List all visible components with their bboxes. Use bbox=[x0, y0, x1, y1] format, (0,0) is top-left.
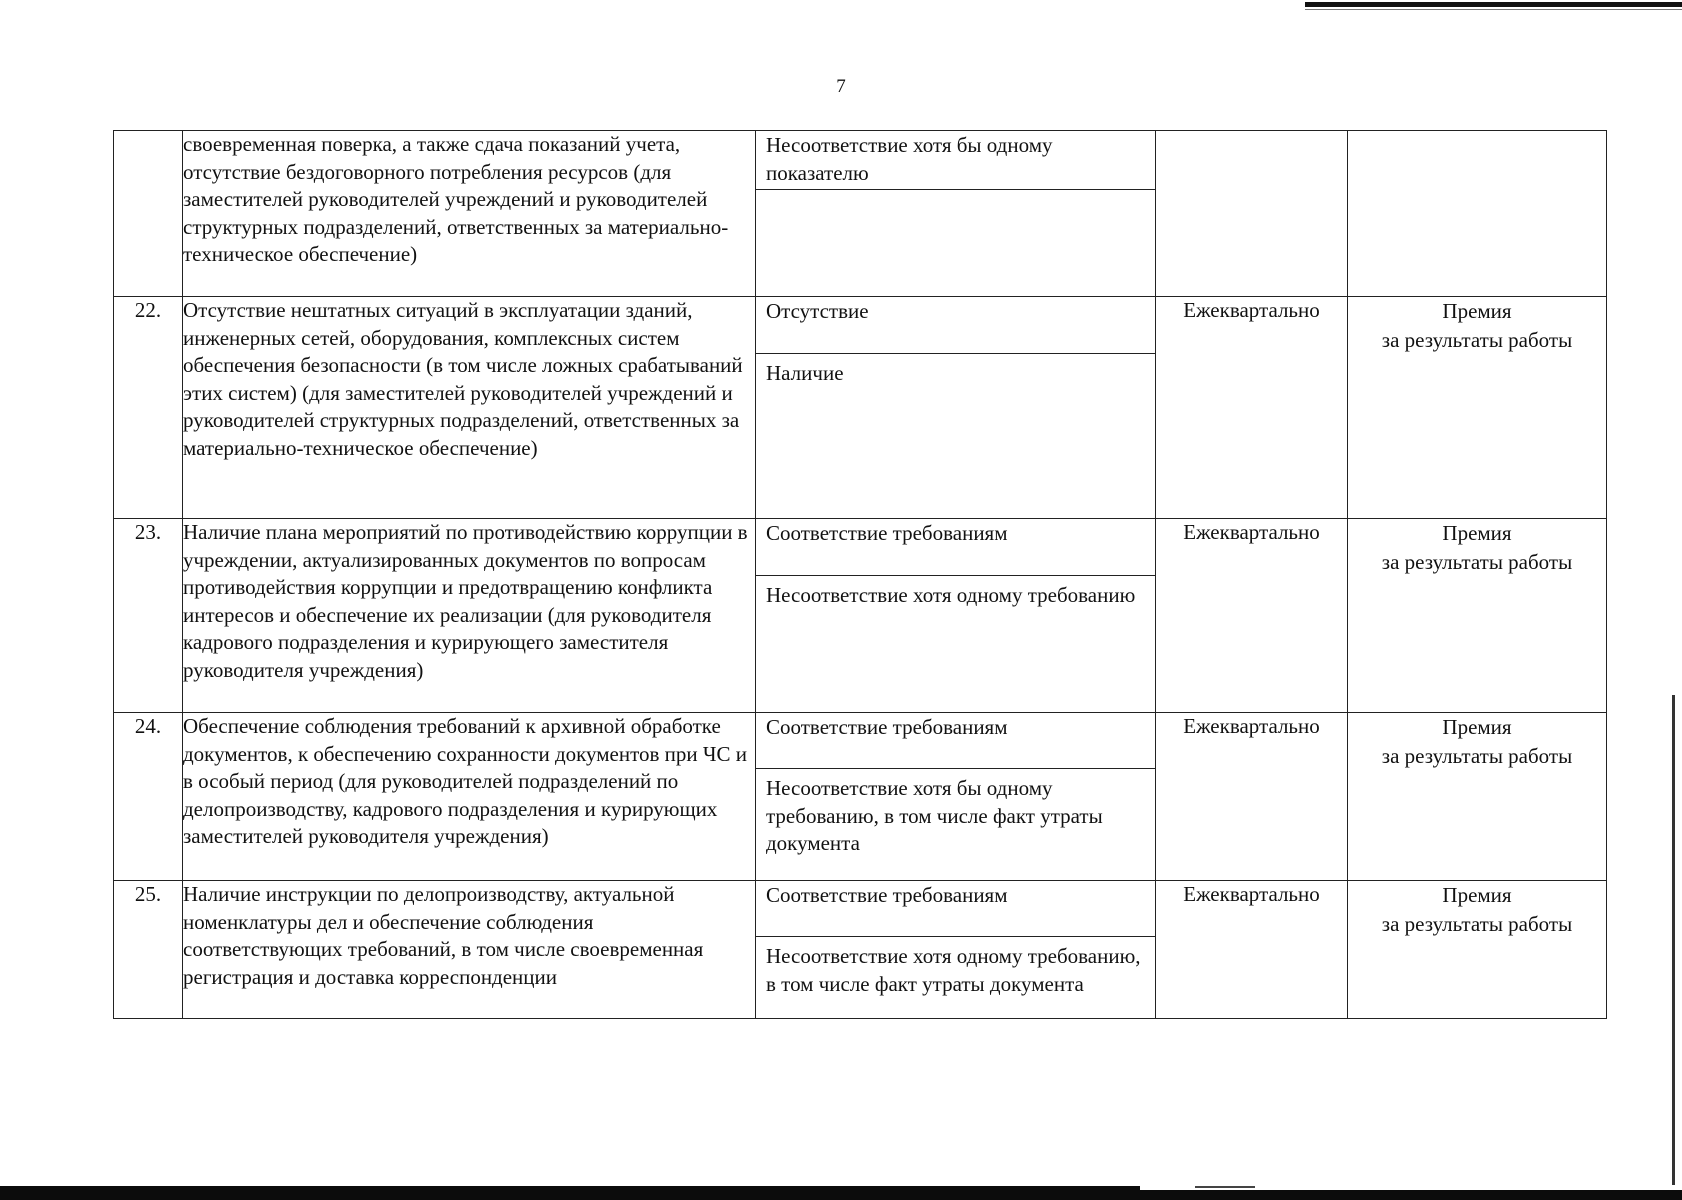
reward-type bbox=[1348, 713, 1607, 881]
criterion-values bbox=[756, 297, 1156, 519]
scan-edge-top-line bbox=[1305, 9, 1682, 10]
reward-subtitle: за результаты работы bbox=[1381, 744, 1573, 768]
criterion-value-first: Соответствие требованиям bbox=[756, 881, 1155, 937]
periodicity: Ежеквартально bbox=[1156, 297, 1348, 519]
periodicity: Ежеквартально bbox=[1156, 881, 1348, 1019]
row-number: 23. bbox=[114, 519, 183, 713]
row-number: 22. bbox=[114, 297, 183, 519]
reward-title: Премия bbox=[1442, 883, 1512, 907]
page-number: 7 bbox=[836, 76, 846, 97]
criterion-value-second: Несоответствие хотя бы одному требованию, в том числе факт утраты документа bbox=[766, 776, 1103, 855]
scan-edge-top bbox=[1305, 2, 1682, 7]
criterion-value-second: Несоответствие хотя одному требованию bbox=[766, 583, 1136, 607]
row-number bbox=[114, 131, 183, 297]
criterion-description: своевременная поверка, а также сдача показаний учета, отсутствие бездоговорного потребления ресурсов (для заместителей руководителей учреждений и руководителей структурных подразделений, ответственных за материально-техническое обеспечение) bbox=[183, 131, 756, 297]
reward-type bbox=[1348, 519, 1607, 713]
criterion-description: Отсутствие нештатных ситуаций в эксплуатации зданий, инженерных сетей, оборудования, комплексных систем обеспечения безопасности (в том числе ложных срабатываний этих систем) (для заместителей руководителей учреждений и руководителей структурных подразделений, ответственных за материально-техническое обеспечение) bbox=[183, 297, 756, 519]
criterion-values bbox=[756, 131, 1156, 297]
table-row bbox=[114, 131, 1607, 297]
criterion-value-first: Отсутствие bbox=[756, 297, 1155, 354]
reward-subtitle: за результаты работы bbox=[1381, 328, 1573, 352]
reward-title: Премия bbox=[1442, 299, 1512, 323]
reward-subtitle: за результаты работы bbox=[1381, 550, 1573, 574]
criterion-values bbox=[756, 519, 1156, 713]
criterion-value-first: Соответствие требованиям bbox=[756, 713, 1155, 769]
reward-type bbox=[1348, 297, 1607, 519]
table-row bbox=[114, 713, 1607, 881]
criterion-value-second: Несоответствие хотя одному требованию, в том числе факт утраты документа bbox=[766, 944, 1141, 996]
periodicity: Ежеквартально bbox=[1156, 713, 1348, 881]
criterion-value-first: Несоответствие хотя бы одному показателю bbox=[756, 131, 1155, 190]
criterion-values bbox=[756, 881, 1156, 1019]
criterion-value-first: Соответствие требованиям bbox=[756, 519, 1155, 576]
table-row bbox=[114, 297, 1607, 519]
criterion-description: Наличие плана мероприятий по противодействию коррупции в учреждении, актуализированных документов по вопросам противодействия коррупции и предотвращению конфликта интересов и обеспечение их реализации (для руководителя кадрового подразделения и курирующего заместителя руководителя учреждения) bbox=[183, 519, 756, 713]
criterion-values bbox=[756, 713, 1156, 881]
reward-title: Премия bbox=[1442, 521, 1512, 545]
criterion-description: Наличие инструкции по делопроизводству, актуальной номенклатуры дел и обеспечение соблюдения соответствующих требований, в том числе своевременная регистрация и доставка корреспонденции bbox=[183, 881, 756, 1019]
row-number: 25. bbox=[114, 881, 183, 1019]
reward-subtitle: за результаты работы bbox=[1381, 912, 1573, 936]
row-number: 24. bbox=[114, 713, 183, 881]
criterion-value-second bbox=[756, 190, 1155, 196]
criteria-table bbox=[113, 130, 1607, 1019]
criterion-value-second: Наличие bbox=[766, 361, 844, 385]
scan-edge-bottom bbox=[0, 1186, 1140, 1200]
criterion-description: Обеспечение соблюдения требований к архивной обработке документов, к обеспечению сохранности документов при ЧС и в особый период (для руководителей подразделений по делопроизводству, кадрового подразделения и курирующих заместителей руководителя учреждения) bbox=[183, 713, 756, 881]
reward-title: Премия bbox=[1442, 715, 1512, 739]
scan-edge-right bbox=[1672, 695, 1675, 1185]
reward-type bbox=[1348, 131, 1607, 297]
periodicity bbox=[1156, 131, 1348, 297]
reward-type bbox=[1348, 881, 1607, 1019]
scan-edge-bottom-tick bbox=[1195, 1186, 1255, 1188]
table-row bbox=[114, 881, 1607, 1019]
periodicity: Ежеквартально bbox=[1156, 519, 1348, 713]
table-row bbox=[114, 519, 1607, 713]
scan-edge-bottom-right bbox=[1140, 1190, 1682, 1200]
